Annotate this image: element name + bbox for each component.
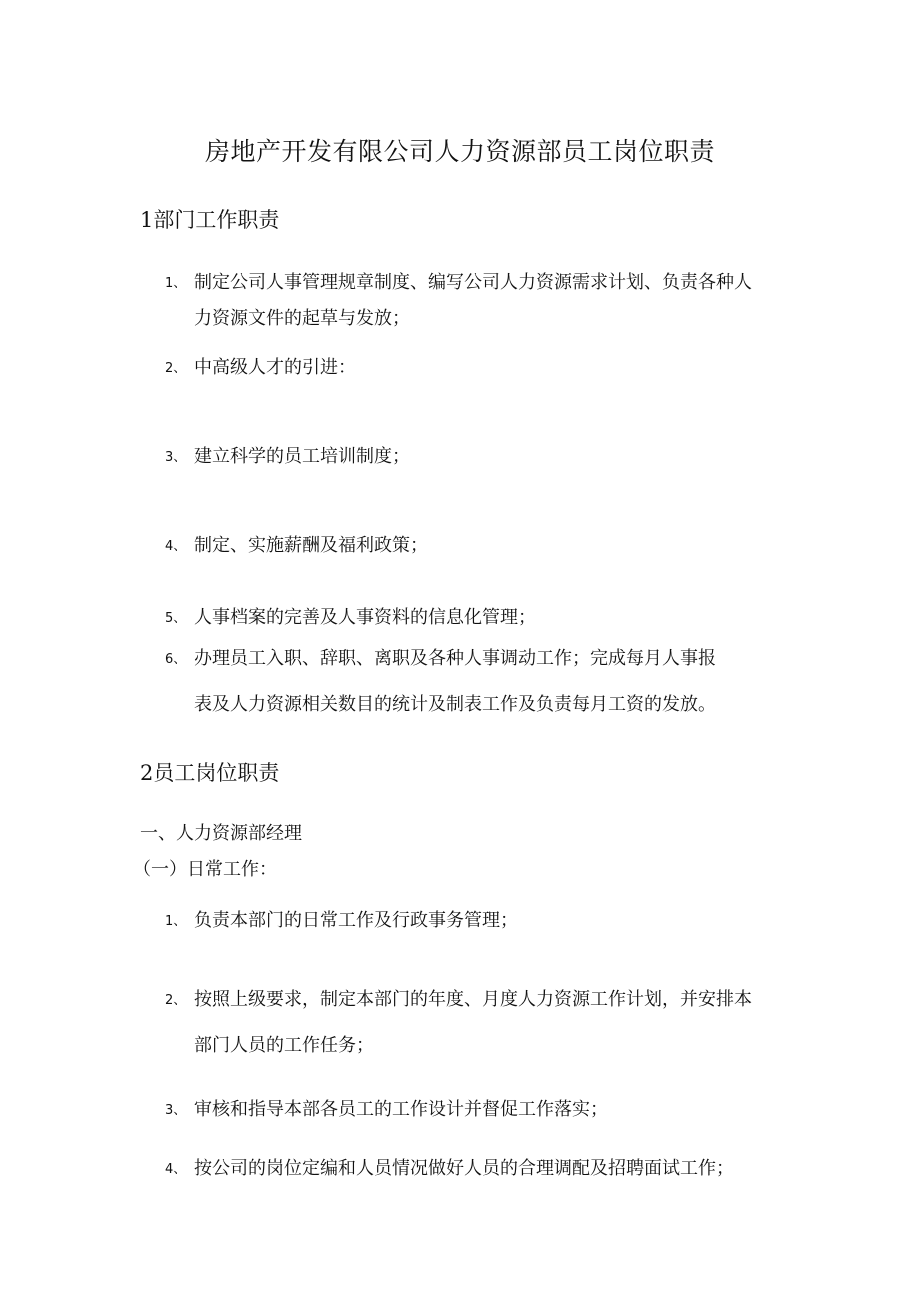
section-heading-dept-duties: 1部门工作职责 [140, 208, 280, 232]
item-text: 办理员工入职、辞职、离职及各种人事调动工作；完成每月人事报 [194, 648, 716, 669]
item-text: 负责本部门的日常工作及行政事务管理； [194, 910, 518, 931]
item-text: 制定公司人事管理规章制度、编写公司人力资源需求计划、负责各种人 [194, 272, 752, 293]
item-number: 3、 [165, 1103, 187, 1118]
document-title: 房地产开发有限公司人力资源部员工岗位职责 [204, 137, 715, 166]
role-heading: 一、人力资源部经理 [140, 823, 302, 844]
item-text: 按公司的岗位定编和人员情况做好人员的合理调配及招聘面试工作； [194, 1158, 734, 1179]
item-text-continued: 表及人力资源相关数目的统计及制表工作及负责每月工资的发放。 [194, 694, 716, 715]
item-text: 按照上级要求，制定本部门的年度、月度人力资源工作计划，并安排本 [194, 989, 752, 1010]
item-text-continued: 部门人员的工作任务； [194, 1035, 374, 1056]
item-text: 中高级人才的引进： [194, 357, 356, 378]
item-text: 人事档案的完善及人事资料的信息化管理； [194, 607, 536, 628]
item-number: 4、 [165, 539, 187, 554]
subsection-heading: （一）日常工作： [133, 859, 277, 880]
item-number: 6、 [165, 652, 187, 667]
item-text-continued: 力资源文件的起草与发放； [194, 308, 410, 329]
item-number: 1、 [165, 914, 187, 929]
section-heading-staff-duties: 2员工岗位职责 [140, 761, 280, 785]
item-text: 审核和指导本部各员工的工作设计并督促工作落实； [194, 1099, 608, 1120]
item-number: 3、 [165, 450, 187, 465]
item-number: 5、 [165, 611, 187, 626]
item-text: 制定、实施薪酬及福利政策； [194, 535, 428, 556]
item-text: 建立科学的员工培训制度； [194, 446, 410, 467]
item-number: 2、 [165, 993, 187, 1008]
item-number: 4、 [165, 1162, 187, 1177]
item-number: 2、 [165, 361, 187, 376]
item-number: 1、 [165, 276, 187, 291]
